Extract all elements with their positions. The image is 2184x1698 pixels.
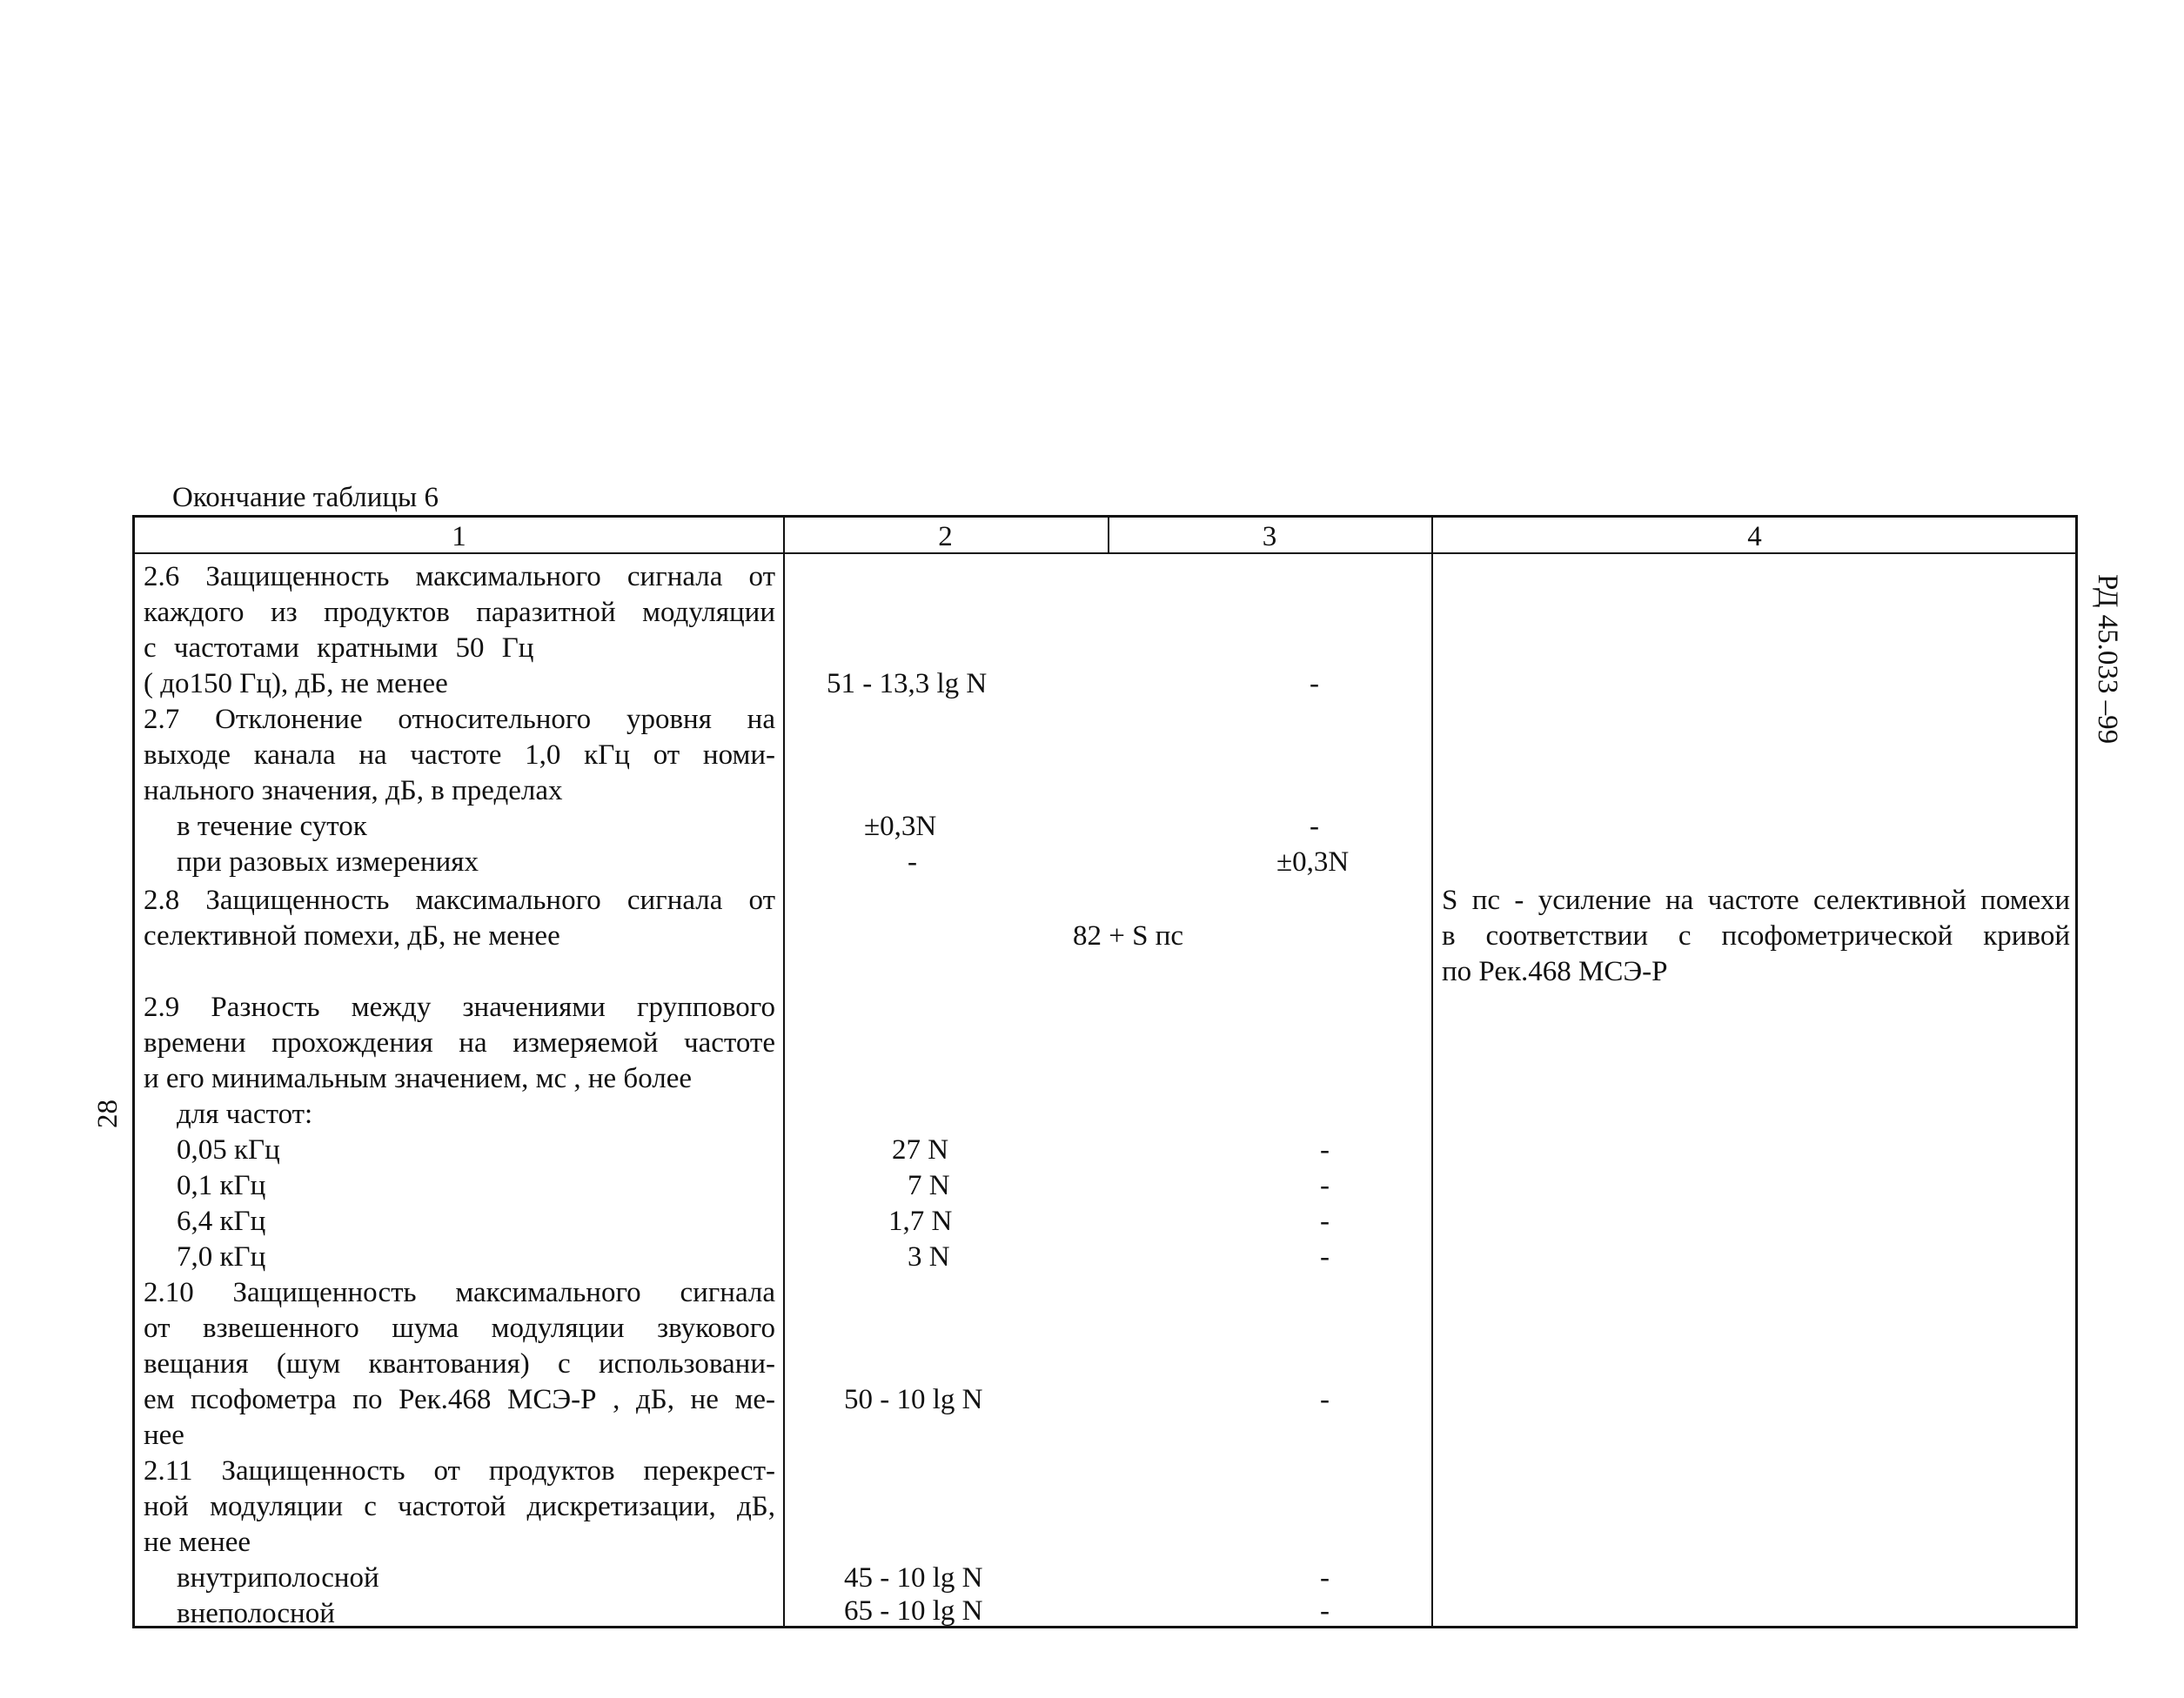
row-2-9b-col2: 7 N: [908, 1170, 950, 1201]
row-2-7a-col3: -: [1310, 811, 1319, 842]
text-line: ной модуляции с частотой дискретизации, дБ,: [144, 1491, 775, 1522]
row-2-9b-col3: -: [1320, 1170, 1330, 1201]
text-line: внеполосной: [177, 1598, 335, 1629]
text-line: внутриполосной: [177, 1562, 379, 1594]
text-line: ем псофометра по Рек.468 МСЭ-Р , дБ, не ме-: [144, 1384, 775, 1415]
row-2-9c-col3: -: [1320, 1206, 1330, 1237]
text-line: 2.6 Защищенность максимального сигнала от: [144, 561, 775, 592]
text-line: 7,0 кГц: [177, 1241, 266, 1273]
text-line: 2.7 Отклонение относительного уровня на: [144, 704, 775, 735]
text-line: ( до150 Гц), дБ, не менее: [144, 668, 448, 699]
row-2-11a-col2: 45 - 10 lg N: [844, 1562, 983, 1594]
text-line: 0,05 кГц: [177, 1134, 280, 1166]
row-2-11a-col3: -: [1320, 1562, 1330, 1594]
text-line: для частот:: [177, 1099, 313, 1130]
text-line: 2.10 Защищенность максимального сигнала: [144, 1277, 775, 1308]
row-2-9a-col3: -: [1320, 1134, 1330, 1166]
page-number: 28: [92, 1100, 124, 1128]
row-2-6-text: [144, 559, 775, 702]
text-line: при разовых измерениях: [177, 846, 479, 878]
row-2-9c-col2: 1,7 N: [888, 1206, 953, 1237]
text-line: и его минимальным значением, мс , не более: [144, 1063, 693, 1094]
text-line: нального значения, дБ, в пределах: [144, 775, 563, 806]
row-2-11-text: [144, 1454, 775, 1632]
column-header-1: 1: [452, 521, 466, 552]
text-line: выходе канала на частоте 1,0 кГц от номи-: [144, 739, 775, 771]
row-2-8-col23: 82 + S пс: [1073, 920, 1184, 952]
row-2-10-col2: 50 - 10 lg N: [844, 1384, 983, 1415]
data-table: [132, 515, 2078, 1628]
row-2-8-text: [144, 883, 775, 954]
text-line: 2.8 Защищенность максимального сигнала от: [144, 885, 775, 916]
row-2-7-text: [144, 702, 775, 880]
text-line: по Рек.468 МСЭ-Р: [1442, 956, 1668, 987]
row-2-11b-col3: -: [1320, 1595, 1330, 1627]
column-divider-1: [783, 518, 785, 1626]
row-2-11b-col2: 65 - 10 lg N: [844, 1595, 983, 1627]
text-line: с частотами кратными 50 Гц: [144, 632, 534, 664]
row-2-7b-col3: ±0,3N: [1276, 846, 1350, 878]
document-code: РД 45.033 –99: [2092, 574, 2123, 745]
column-divider-3: [1431, 518, 1433, 1626]
row-2-6-col3: -: [1310, 668, 1319, 699]
text-line: каждого из продуктов паразитной модуляции: [144, 597, 775, 628]
row-2-9d-col2: 3 N: [908, 1241, 950, 1273]
table-caption: Окончание таблицы 6: [172, 482, 439, 513]
column-header-4: 4: [1747, 521, 1762, 552]
row-2-7a-col2: ±0,3N: [864, 811, 937, 842]
text-line: 0,1 кГц: [177, 1170, 266, 1201]
row-2-10-col3: -: [1320, 1384, 1330, 1415]
text-line: не менее: [144, 1527, 251, 1558]
text-line: в течение суток: [177, 811, 367, 842]
row-2-8-note: [1442, 883, 2070, 990]
row-2-9-text: [144, 990, 775, 1275]
row-2-6-col2: 51 - 13,3 lg N: [827, 668, 988, 699]
text-line: нее: [144, 1420, 184, 1451]
row-2-7b-col2: -: [908, 846, 917, 878]
column-header-2: 2: [938, 521, 953, 552]
text-line: S пс - усиление на частоте селективной помехи: [1442, 885, 2070, 916]
text-line: от взвешенного шума модуляции звукового: [144, 1313, 775, 1344]
text-line: селективной помехи, дБ, не менее: [144, 920, 560, 952]
text-line: в соответствии с псофометрической кривой: [1442, 920, 2070, 952]
text-line: 2.11 Защищенность от продуктов перекрест-: [144, 1455, 775, 1487]
column-header-3: 3: [1262, 521, 1277, 552]
text-line: вещания (шум квантования) с использовани-: [144, 1348, 775, 1380]
row-2-9a-col2: 27 N: [892, 1134, 949, 1166]
text-line: 6,4 кГц: [177, 1206, 266, 1237]
row-2-10-text: [144, 1275, 775, 1454]
row-2-9d-col3: -: [1320, 1241, 1330, 1273]
text-line: времени прохождения на измеряемой частоте: [144, 1027, 775, 1059]
text-line: 2.9 Разность между значениями группового: [144, 992, 775, 1023]
